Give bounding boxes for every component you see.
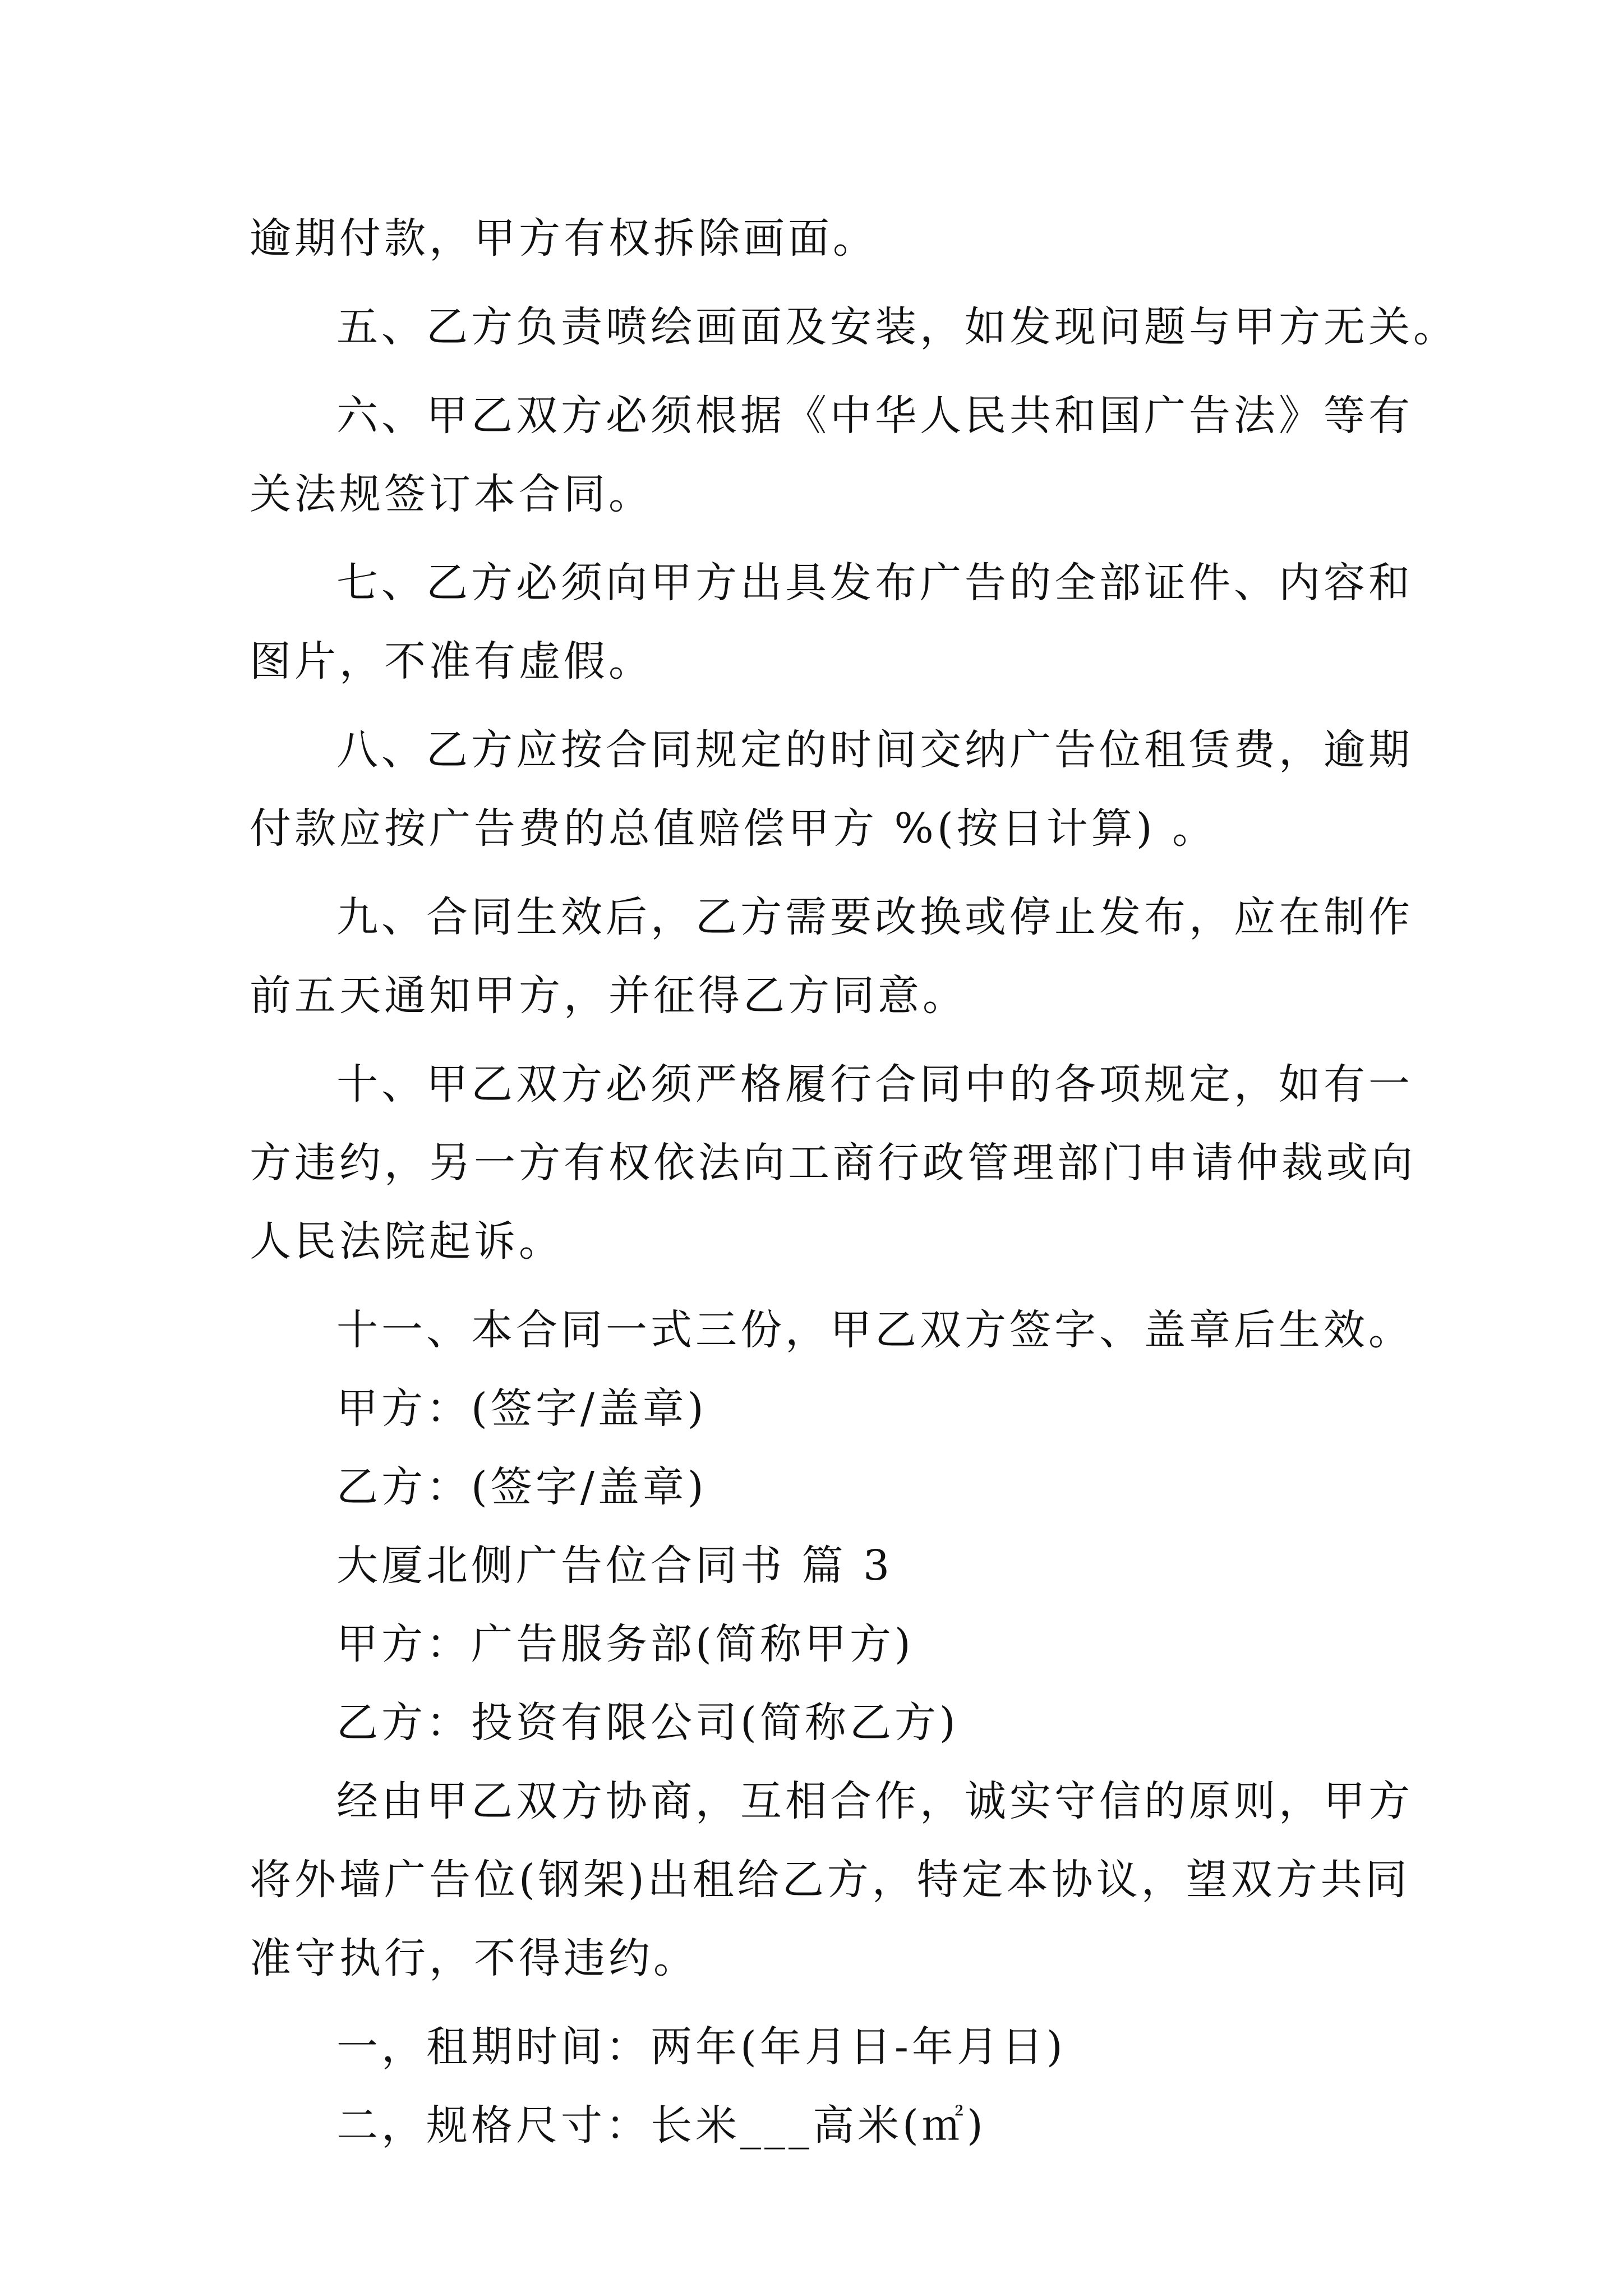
document-line: 九、合同生效后，乙方需要改换或停止发布，应在制作 [336,893,1413,941]
document-line: 图片，不准有虚假。 [250,637,653,685]
document-line: 经由甲乙双方协商，互相合作，诚实守信的原则，甲方 [336,1777,1413,1825]
document-line: 十、甲乙双方必须严格履行合同中的各项规定，如有一 [336,1060,1413,1108]
document-line: 七、乙方必须向甲方出具发布广告的全部证件、内容和 [336,559,1413,607]
document-line: 将外墙广告位(钢架)出租给乙方，特定本协议，望双方共同 [250,1856,1410,1904]
document-line: 乙方：投资有限公司(简称乙方) [336,1699,959,1747]
document-line: 二，规格尺寸：长米___高米(㎡) [336,2101,986,2150]
document-line: 关法规签订本合同。 [250,470,653,518]
document-line: 八、乙方应按合同规定的时间交纳广告位租赁费，逾期 [336,726,1413,774]
document-line: 前五天通知甲方，并征得乙方同意。 [250,972,967,1020]
document-line: 六、甲乙双方必须根据《中华人民共和国广告法》等有 [336,392,1413,440]
document-line: 甲方：广告服务部(简称甲方) [336,1620,914,1668]
document-line: 十一、本合同一式三份，甲乙双方签字、盖章后生效。 [336,1306,1413,1354]
document-line: 付款应按广告费的总值赔偿甲方 %(按日计算) 。 [250,804,1218,853]
document-line: 方违约，另一方有权依法向工商行政管理部门申请仲裁或向 [250,1139,1416,1187]
document-line: 人民法院起诉。 [250,1217,564,1266]
document-line: 五、乙方负责喷绘画面及安装，如发现问题与甲方无关。 [336,303,1458,351]
document-body [250,199,1458,2165]
document-line: 逾期付款，甲方有权拆除画面。 [250,214,878,263]
document-line: 一，租期时间：两年(年月日-年月日) [336,2023,1066,2071]
document-line: 准守执行，不得违约。 [250,1934,698,1982]
document-line: 乙方：(签字/盖章) [336,1463,707,1511]
document-line: 大厦北侧广告位合同书 篇 3 [336,1542,893,1590]
document-line: 甲方：(签字/盖章) [336,1384,707,1433]
